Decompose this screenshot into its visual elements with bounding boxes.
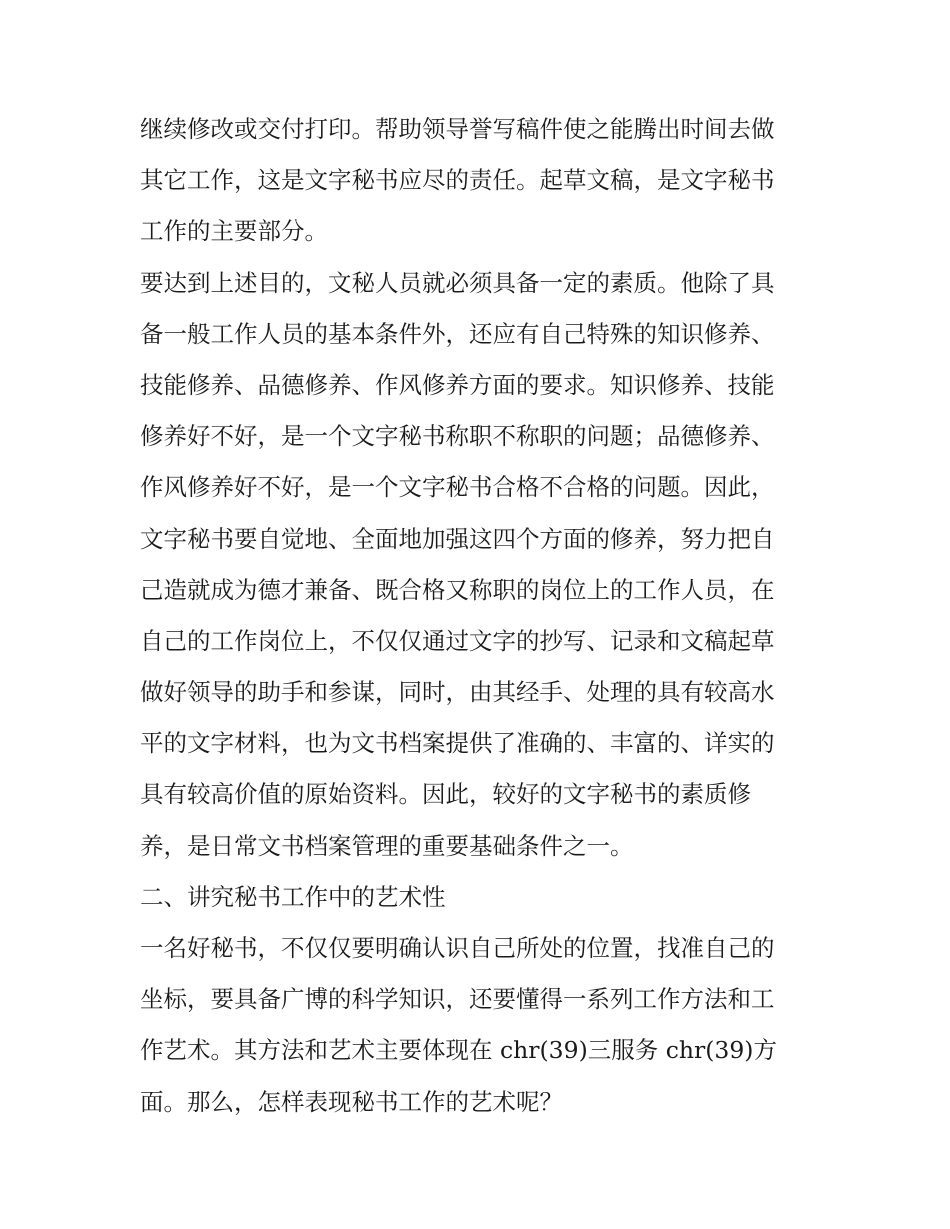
- section-heading: 二、讲究秘书工作中的艺术性: [140, 882, 446, 911]
- text-line: 作风修养好不好，是一个文字秘书合格不合格的问题。因此，: [140, 473, 775, 502]
- text-line: 备一般工作人员的基本条件外，还应有自己特殊的知识修养、: [140, 319, 775, 348]
- text-line: 平的文字材料，也为文书档案提供了准确的、丰富的、详实的: [140, 729, 775, 758]
- text-line: 自己的工作岗位上，不仅仅通过文字的抄写、记录和文稿起草: [140, 626, 775, 655]
- text-line: 工作的主要部分。: [140, 217, 328, 246]
- text-line: 做好领导的助手和参谋，同时，由其经手、处理的具有较高水: [140, 678, 775, 707]
- text-line: 己造就成为德才兼备、既合格又称职的岗位上的工作人员，在: [140, 575, 775, 604]
- text-line: 具有较高价值的原始资料。因此，较好的文字秘书的素质修: [140, 780, 751, 809]
- document-body: [140, 104, 812, 1128]
- text-line: 技能修养、品德修养、作风修养方面的要求。知识修养、技能: [140, 370, 775, 399]
- text-line: 作艺术。其方法和艺术主要体现在 chr(39)三服务 chr(39)方: [140, 1036, 777, 1065]
- text-line: 继续修改或交付打印。帮助领导誉写稿件使之能腾出时间去做: [140, 115, 775, 143]
- text-line: 面。那么，怎样表现秘书工作的艺术呢？: [140, 1087, 563, 1116]
- text-line: 其它工作，这是文字秘书应尽的责任。起草文稿，是文字秘书: [140, 166, 775, 195]
- text-line: 养，是日常文书档案管理的重要基础条件之一。: [140, 831, 634, 860]
- text-line: 要达到上述目的，文秘人员就必须具备一定的素质。他除了具: [140, 268, 775, 297]
- text-line: 文字秘书要自觉地、全面地加强这四个方面的修养，努力把自: [140, 524, 775, 553]
- text-line: 一名好秘书，不仅仅要明确认识自己所处的位置，找准自己的: [140, 934, 775, 962]
- text-line: 坐标，要具备广博的科学知识，还要懂得一系列工作方法和工: [140, 985, 775, 1014]
- text-line: 修养好不好，是一个文字秘书称职不称职的问题；品德修养、: [140, 422, 775, 451]
